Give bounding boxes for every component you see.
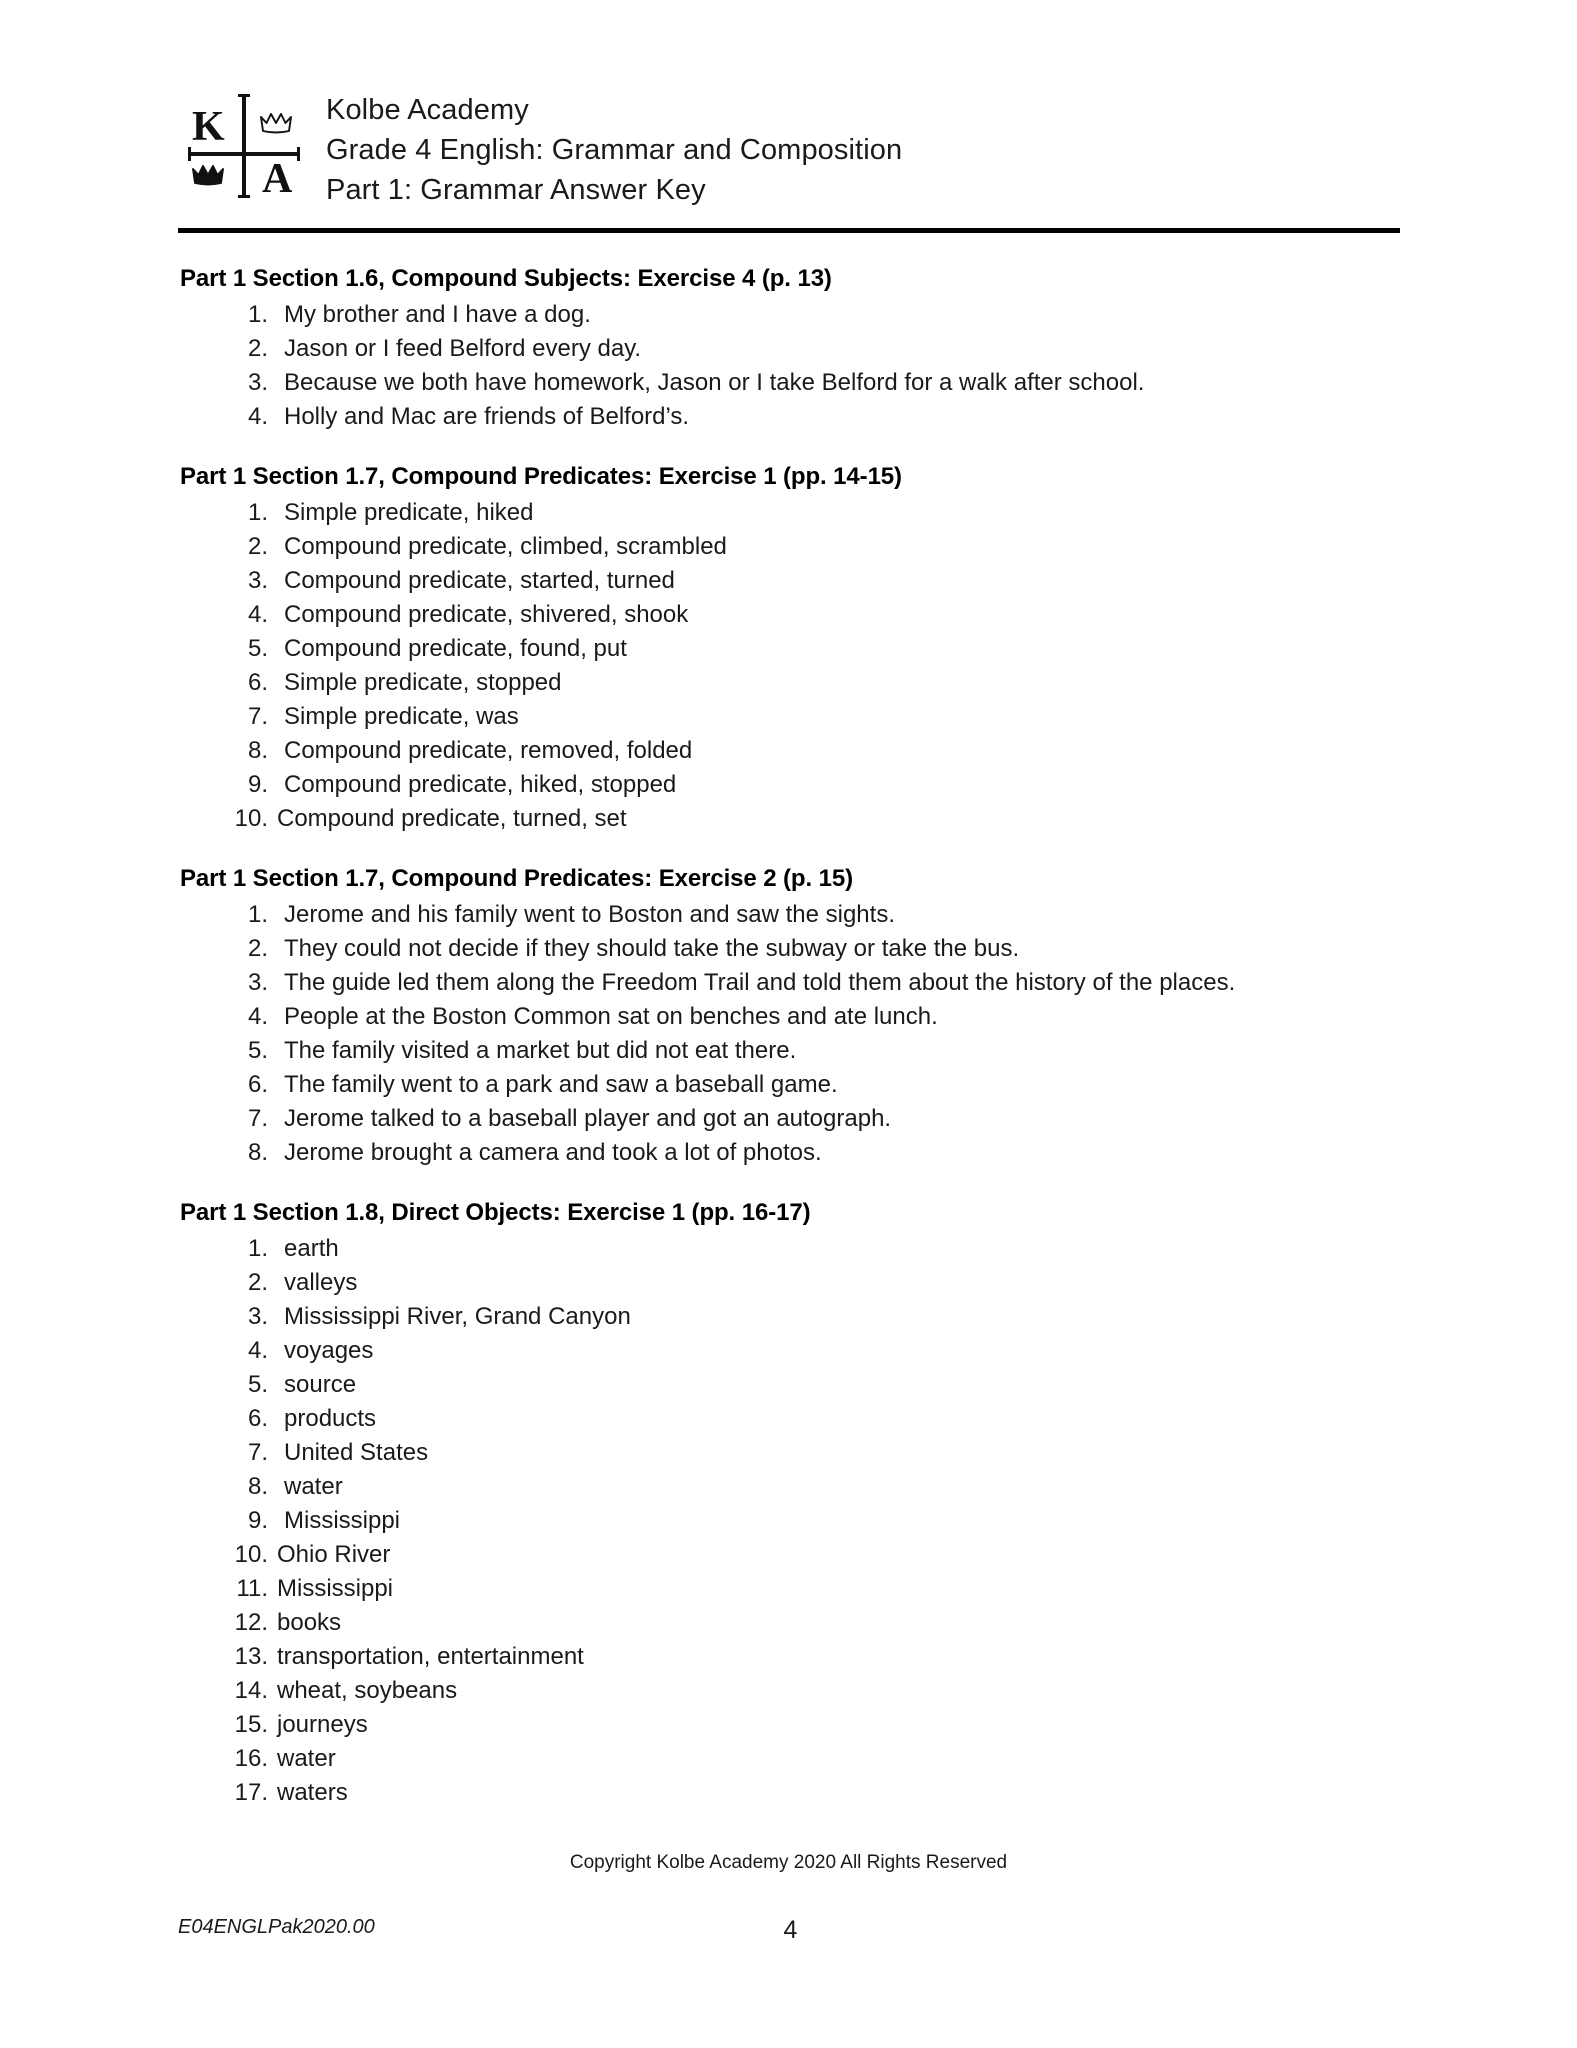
course-title: Grade 4 English: Grammar and Composition xyxy=(326,134,903,166)
answer-item xyxy=(180,1640,1410,1674)
answer-number: 6. xyxy=(247,669,268,696)
answer-list xyxy=(180,898,1410,1170)
answer-text: waters xyxy=(277,1779,348,1806)
answer-item xyxy=(180,530,1410,564)
answer-number: 8. xyxy=(247,737,268,764)
answer-item xyxy=(180,1368,1410,1402)
answer-list xyxy=(180,298,1410,434)
answer-number: 7. xyxy=(247,1105,268,1132)
answer-section xyxy=(180,862,1410,1170)
answer-text: books xyxy=(277,1609,342,1636)
answer-item xyxy=(180,966,1410,1000)
answer-item xyxy=(180,898,1410,932)
header-title-block xyxy=(326,88,902,210)
answer-text: Mississippi xyxy=(284,1507,401,1534)
answer-item xyxy=(180,1606,1410,1640)
answer-item xyxy=(180,1300,1410,1334)
answer-list xyxy=(180,496,1410,836)
answer-number: 2. xyxy=(247,335,268,362)
logo-vertical-bar xyxy=(242,94,246,198)
answer-number: 10. xyxy=(234,1541,268,1568)
answer-item xyxy=(180,366,1410,400)
answer-text: Simple predicate, was xyxy=(284,703,519,730)
answer-number: 4. xyxy=(247,1337,268,1364)
answer-number: 3. xyxy=(247,369,268,396)
answer-item xyxy=(180,332,1410,366)
answer-item xyxy=(180,1742,1410,1776)
answer-text: products xyxy=(284,1405,377,1432)
answer-section xyxy=(180,1196,1410,1810)
section-heading: Part 1 Section 1.7, Compound Predicates: Exercise 2 (p. 15) xyxy=(180,865,854,892)
answer-item xyxy=(180,932,1410,966)
answer-number: 14. xyxy=(234,1677,268,1704)
crown-filled-icon xyxy=(190,162,226,188)
answer-text: source xyxy=(284,1371,357,1398)
answer-text: Simple predicate, hiked xyxy=(284,499,534,526)
answer-number: 6. xyxy=(247,1071,268,1098)
answer-text: Mississippi xyxy=(277,1575,394,1602)
answer-text: transportation, entertainment xyxy=(277,1643,584,1670)
answer-item xyxy=(180,768,1410,802)
answer-item xyxy=(180,1776,1410,1810)
answer-number: 7. xyxy=(247,703,268,730)
document-code: E04ENGLPak2020.00 xyxy=(178,1916,375,1938)
answer-text: The family visited a market but did not eat there. xyxy=(284,1037,797,1064)
answer-text: Compound predicate, started, turned xyxy=(284,567,675,594)
answer-text: water xyxy=(277,1745,336,1772)
answer-section xyxy=(180,460,1410,836)
answer-number: 13. xyxy=(234,1643,268,1670)
answer-item xyxy=(180,1674,1410,1708)
answer-item xyxy=(180,1504,1410,1538)
answer-item xyxy=(180,1232,1410,1266)
answer-text: water xyxy=(284,1473,343,1500)
page-number: 4 xyxy=(783,1916,798,1944)
answer-item xyxy=(180,564,1410,598)
answer-item xyxy=(180,1708,1410,1742)
answer-text: Holly and Mac are friends of Belford’s. xyxy=(284,403,690,430)
answer-item xyxy=(180,700,1410,734)
answer-number: 3. xyxy=(247,1303,268,1330)
answer-number: 16. xyxy=(234,1745,268,1772)
answer-text: The guide led them along the Freedom Trail and told them about the history of the places. xyxy=(284,969,1236,996)
answer-number: 17. xyxy=(234,1779,268,1806)
answer-number: 3. xyxy=(247,969,268,996)
answer-number: 15. xyxy=(234,1711,268,1738)
answer-item xyxy=(180,1068,1410,1102)
answer-text: voyages xyxy=(284,1337,374,1364)
answer-text: valleys xyxy=(284,1269,358,1296)
answer-item xyxy=(180,400,1410,434)
answer-text: Compound predicate, removed, folded xyxy=(284,737,693,764)
answer-item xyxy=(180,1572,1410,1606)
section-heading: Part 1 Section 1.6, Compound Subjects: Exercise 4 (p. 13) xyxy=(180,265,832,292)
answer-number: 5. xyxy=(247,1037,268,1064)
answer-text: Jerome brought a camera and took a lot of photos. xyxy=(284,1139,822,1166)
answer-item xyxy=(180,598,1410,632)
answer-text: Compound predicate, found, put xyxy=(284,635,627,662)
answer-number: 10. xyxy=(234,805,268,832)
document-subtitle: Part 1: Grammar Answer Key xyxy=(326,174,706,206)
logo-letter-a: A xyxy=(262,156,293,202)
answer-number: 5. xyxy=(247,635,268,662)
answer-text: People at the Boston Common sat on benches and ate lunch. xyxy=(284,1003,938,1030)
answer-number: 2. xyxy=(247,935,268,962)
answer-text: United States xyxy=(284,1439,429,1466)
page-footer xyxy=(178,1916,1403,1944)
answer-item xyxy=(180,1102,1410,1136)
answer-number: 1. xyxy=(247,499,268,526)
answer-list xyxy=(180,1232,1410,1810)
answer-number: 1. xyxy=(247,901,268,928)
answer-item xyxy=(180,1266,1410,1300)
answer-section xyxy=(180,262,1410,434)
answer-text: They could not decide if they should take the subway or take the bus. xyxy=(284,935,1020,962)
answer-number: 8. xyxy=(247,1139,268,1166)
header-divider xyxy=(178,228,1400,233)
answer-item xyxy=(180,632,1410,666)
answer-text: Simple predicate, stopped xyxy=(284,669,562,696)
answer-text: Compound predicate, climbed, scrambled xyxy=(284,533,727,560)
answer-text: The family went to a park and saw a baseball game. xyxy=(284,1071,838,1098)
school-name: Kolbe Academy xyxy=(326,94,529,126)
answer-text: Compound predicate, turned, set xyxy=(277,805,627,832)
copyright-notice: Copyright Kolbe Academy 2020 All Rights Reserved xyxy=(569,1852,1008,1873)
answer-item xyxy=(180,1470,1410,1504)
answer-text: Compound predicate, hiked, stopped xyxy=(284,771,677,798)
answer-text: Jerome talked to a baseball player and got an autograph. xyxy=(284,1105,892,1132)
answer-number: 7. xyxy=(247,1439,268,1466)
answer-text: My brother and I have a dog. xyxy=(284,301,591,328)
answer-item xyxy=(180,1538,1410,1572)
answer-number: 4. xyxy=(247,403,268,430)
answer-number: 9. xyxy=(247,771,268,798)
answer-text: earth xyxy=(284,1235,339,1262)
kolbe-academy-logo xyxy=(178,92,308,200)
answer-item xyxy=(180,1136,1410,1170)
answer-item xyxy=(180,666,1410,700)
page-header xyxy=(178,88,1403,210)
answer-number: 8. xyxy=(247,1473,268,1500)
answer-item xyxy=(180,802,1410,836)
answer-item xyxy=(180,1436,1410,1470)
answer-item xyxy=(180,734,1410,768)
answer-number: 4. xyxy=(247,1003,268,1030)
section-heading: Part 1 Section 1.8, Direct Objects: Exercise 1 (pp. 16-17) xyxy=(180,1199,811,1226)
crown-outline-icon xyxy=(258,110,294,136)
answer-number: 1. xyxy=(247,301,268,328)
answer-key-content xyxy=(180,262,1410,1810)
answer-item xyxy=(180,1402,1410,1436)
answer-number: 3. xyxy=(247,567,268,594)
answer-item xyxy=(180,1334,1410,1368)
answer-item xyxy=(180,496,1410,530)
section-heading: Part 1 Section 1.7, Compound Predicates: Exercise 1 (pp. 14-15) xyxy=(180,463,902,490)
answer-number: 11. xyxy=(236,1575,268,1602)
answer-number: 2. xyxy=(247,1269,268,1296)
answer-number: 6. xyxy=(247,1405,268,1432)
answer-item xyxy=(180,298,1410,332)
answer-text: journeys xyxy=(277,1711,368,1738)
answer-text: Because we both have homework, Jason or I take Belford for a walk after school. xyxy=(284,369,1145,396)
answer-number: 12. xyxy=(234,1609,268,1636)
answer-text: Ohio River xyxy=(277,1541,391,1568)
answer-number: 2. xyxy=(247,533,268,560)
answer-number: 5. xyxy=(247,1371,268,1398)
answer-item xyxy=(180,1034,1410,1068)
answer-number: 9. xyxy=(247,1507,268,1534)
logo-letter-k: K xyxy=(192,104,225,150)
answer-text: Jason or I feed Belford every day. xyxy=(284,335,642,362)
answer-text: Mississippi River, Grand Canyon xyxy=(284,1303,631,1330)
answer-text: Compound predicate, shivered, shook xyxy=(284,601,689,628)
answer-text: Jerome and his family went to Boston and saw the sights. xyxy=(284,901,895,928)
answer-number: 1. xyxy=(247,1235,268,1262)
answer-number: 4. xyxy=(247,601,268,628)
answer-text: wheat, soybeans xyxy=(277,1677,458,1704)
answer-item xyxy=(180,1000,1410,1034)
